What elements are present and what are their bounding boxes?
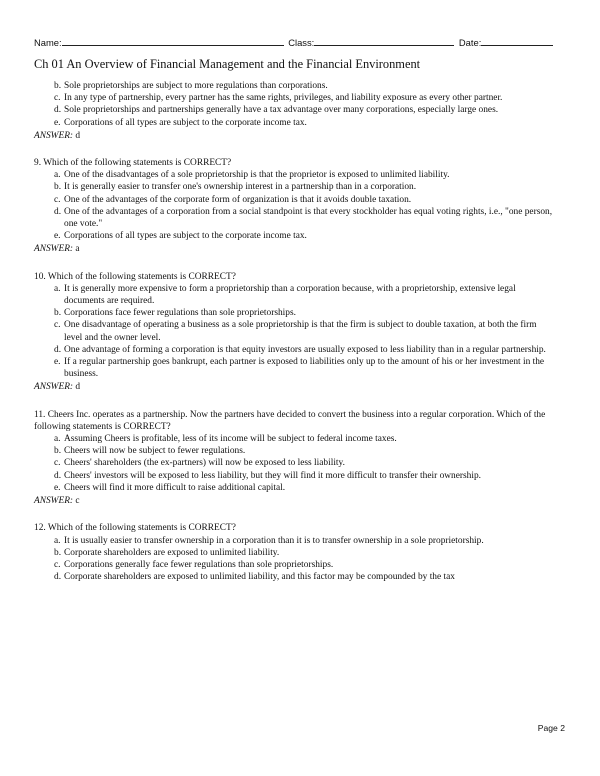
option-text: One of the disadvantages of a sole proprietorship is that the proprietor is exposed to unlimited liability. xyxy=(64,170,450,181)
question-9 xyxy=(34,157,554,256)
option-item xyxy=(34,559,554,571)
option-text: Assuming Cheers is profitable, less of its income will be subject to federal income taxes. xyxy=(64,434,397,445)
option-item xyxy=(34,80,554,92)
question-text: 9. Which of the following statements is CORRECT? xyxy=(34,158,232,169)
option-item xyxy=(34,169,554,181)
option-letter: c. xyxy=(54,458,61,469)
option-letter: d. xyxy=(54,572,62,583)
question-10 xyxy=(34,271,554,394)
page-number: Page 2 xyxy=(537,723,565,733)
option-letter: c. xyxy=(54,320,61,331)
answer-value: d xyxy=(75,130,81,141)
option-letter: a. xyxy=(54,170,61,181)
option-text: One of the advantages of the corporate form of organization is that it avoids double taxation. xyxy=(64,194,412,205)
option-text: Sole proprietorships are subject to more regulations than corporations. xyxy=(64,81,328,91)
option-item xyxy=(34,283,554,307)
question-content xyxy=(34,80,554,583)
date-label: Date: xyxy=(458,37,482,48)
option-item xyxy=(34,433,554,445)
option-text: If a regular partnership goes bankrupt, each partner is exposed to liabilities only up to the amount of his or her investment in the business. xyxy=(64,357,545,380)
option-item xyxy=(34,457,554,469)
option-text: One advantage of forming a corporation is that equity investors are usually exposed to less liability than in a regular partnership. xyxy=(64,344,546,355)
option-letter: b. xyxy=(54,81,62,91)
answer-value: c xyxy=(75,496,80,507)
question-11 xyxy=(34,409,554,508)
option-text: Corporations of all types are subject to the corporate income tax. xyxy=(64,231,307,242)
option-letter: e. xyxy=(54,357,61,368)
option-text: It is usually easier to transfer ownership in a corporation than it is to transfer ownership in a sole proprietorship. xyxy=(64,535,484,546)
option-item xyxy=(34,344,554,356)
question-text: 12. Which of the following statements is CORRECT? xyxy=(34,523,236,534)
answer-label: ANSWER: xyxy=(34,244,74,255)
class-blank xyxy=(314,36,454,46)
answer-value: d xyxy=(75,382,81,393)
option-text: One of the advantages of a corporation from a social standpoint is that every stockholder has equal voting rights, i.e., "one person, one vote." xyxy=(64,206,553,230)
option-text: Cheers' shareholders (the ex-partners) will now be exposed to less liability. xyxy=(64,458,345,469)
option-text: Corporate shareholders are exposed to unlimited liability. xyxy=(64,547,280,558)
option-letter: a. xyxy=(54,535,61,546)
answer-value: a xyxy=(75,244,80,255)
option-text: Cheers' investors will be exposed to less liability, but they will find it more difficult to transfer their ownership. xyxy=(64,470,481,481)
question-12 xyxy=(34,522,554,583)
option-text: Corporations face fewer regulations than sole proprietorships. xyxy=(64,308,296,319)
answer-label: ANSWER: xyxy=(34,496,74,507)
option-letter: c. xyxy=(54,93,61,104)
answer-line xyxy=(34,130,554,142)
answer-label: ANSWER: xyxy=(34,130,74,141)
option-item xyxy=(34,319,554,343)
option-item xyxy=(34,547,554,559)
option-text: It is generally more expensive to form a proprietorship than a corporation because, with a proprietorship, extensive legal documents are required. xyxy=(64,283,516,307)
option-item xyxy=(34,470,554,482)
answer-line xyxy=(34,243,554,255)
option-letter: e. xyxy=(54,117,61,128)
answer-line xyxy=(34,381,554,393)
option-letter: b. xyxy=(54,446,62,457)
option-text: In any type of partnership, every partner has the same rights, privileges, and liability exposure as every other partner. xyxy=(64,93,503,104)
option-item xyxy=(34,104,554,116)
option-letter: d. xyxy=(54,470,62,481)
option-item xyxy=(34,307,554,319)
option-letter: a. xyxy=(54,283,61,294)
option-item xyxy=(34,571,554,583)
option-letter: c. xyxy=(54,194,61,205)
option-text: Corporate shareholders are exposed to unlimited liability, and this factor may be compounded by the tax xyxy=(64,572,455,583)
option-letter: e. xyxy=(54,482,61,493)
option-text: One disadvantage of operating a business as a sole proprietorship is that the firm is subject to double taxation, at both the firm level and the owner level. xyxy=(64,320,537,343)
answer-label: ANSWER: xyxy=(34,382,74,393)
option-letter: b. xyxy=(54,547,62,558)
class-label: Class: xyxy=(288,37,315,48)
option-item xyxy=(34,117,554,129)
option-text: Cheers will now be subject to fewer regulations. xyxy=(64,446,246,457)
option-letter: a. xyxy=(54,434,61,445)
date-blank xyxy=(481,36,553,46)
option-item xyxy=(34,181,554,193)
carryover-question xyxy=(34,80,554,142)
option-text: Cheers will find it more difficult to raise additional capital. xyxy=(64,482,286,493)
name-label: Name: xyxy=(34,37,62,48)
option-letter: d. xyxy=(54,344,62,355)
option-item xyxy=(34,356,554,380)
question-text: 11. Cheers Inc. operates as a partnership. Now the partners have decided to convert the business into a regular corporation. Which of the following statements is CORRECT? xyxy=(34,409,546,432)
option-text: Corporations generally face fewer regulations than sole proprietorships. xyxy=(64,559,334,570)
option-letter: d. xyxy=(54,105,62,116)
option-item xyxy=(34,482,554,494)
answer-line xyxy=(34,495,554,507)
option-letter: b. xyxy=(54,308,62,319)
student-info-header xyxy=(34,36,574,48)
option-item xyxy=(34,230,554,242)
question-text: 10. Which of the following statements is CORRECT? xyxy=(34,271,236,282)
option-item xyxy=(34,445,554,457)
option-item xyxy=(34,92,554,104)
option-item xyxy=(34,535,554,547)
option-item xyxy=(34,194,554,206)
option-letter: b. xyxy=(54,182,62,193)
option-letter: e. xyxy=(54,231,61,242)
option-letter: d. xyxy=(54,206,62,217)
chapter-title: Ch 01 An Overview of Financial Management and the Financial Environment xyxy=(34,57,421,71)
name-blank xyxy=(62,36,284,46)
option-item xyxy=(34,206,554,230)
option-text: It is generally easier to transfer one's ownership interest in a partnership than in a corporation. xyxy=(64,182,417,193)
option-text: Sole proprietorships and partnerships generally have a tax advantage over many corporations, especially large ones. xyxy=(64,105,499,116)
option-text: Corporations of all types are subject to the corporate income tax. xyxy=(64,117,307,128)
option-letter: c. xyxy=(54,559,61,570)
